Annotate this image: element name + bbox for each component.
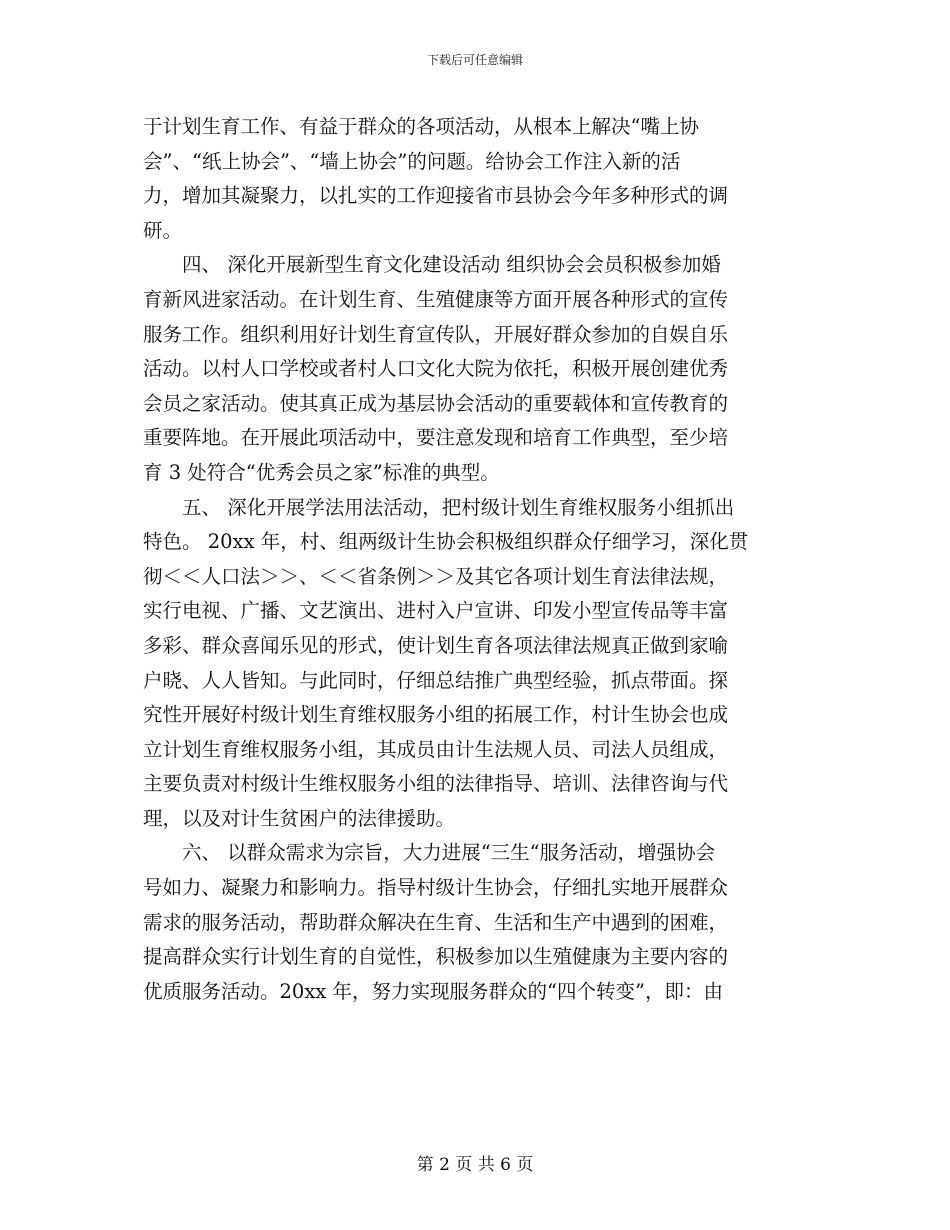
page-header: 下载后可任意编辑 [426, 53, 523, 67]
body-line: 五、 深化开展学法用法活动，把村级计划生育维权服务小组抓出 [143, 495, 735, 519]
body-line: 六、 以群众需求为宗旨，大力进展“三生“服务活动，增强协会 [143, 841, 716, 865]
body-line: 力，增加其凝聚力，以扎实的工作迎接省市县协会今年多种形式的调 [143, 184, 729, 208]
body-line: 户晓、人人皆知。与此同时，仔细总结推广典型经验，抓点带面。探 [143, 668, 729, 692]
document-body [143, 110, 813, 1009]
body-line: 立计划生育维权服务小组，其成员由计生法规人员、司法人员组成， [143, 737, 729, 761]
body-line: 究性开展好村级计划生育维权服务小组的拓展工作，村计生协会也成 [143, 703, 729, 727]
body-line: 服务工作。组织利用好计划生育宣传队，开展好群众参加的自娱自乐 [143, 322, 729, 346]
body-line: 提高群众实行计划生育的自觉性，积极参加以生殖健康为主要内容的 [143, 945, 729, 969]
page-footer: 第 2 页 共 6 页 [416, 1155, 534, 1175]
body-line: 多彩、群众喜闻乐见的形式，使计划生育各项法律法规真正做到家喻 [143, 633, 729, 657]
body-line: 重要阵地。在开展此项活动中，要注意发现和培育工作典型，至少培 [143, 426, 729, 450]
body-line: 于计划生育工作、有益于群众的各项活动，从根本上解决“嘴上协 [143, 115, 699, 138]
body-line: 理，以及对计生贫困户的法律援助。 [143, 806, 456, 830]
body-line: 育新风进家活动。在计划生育、生殖健康等方面开展各种形式的宣传 [143, 287, 729, 311]
body-line: 会员之家活动。使其真正成为基层协会活动的重要载体和宣传教育的 [143, 391, 729, 415]
body-line: 实行电视、广播、文艺演出、进村入户宣讲、印发小型宣传品等丰富 [143, 599, 729, 623]
body-line: 研。 [143, 218, 183, 242]
body-line: 特色。 20xx 年，村、组两级计生协会积极组织群众仔细学习，深化贯 [143, 530, 749, 554]
body-line: 会”、“纸上协会”、“墙上协会”的问题。给协会工作注入新的活 [143, 149, 681, 173]
body-line: 优质服务活动。20xx 年，努力实现服务群众的“四个转变”，即：由 [143, 979, 723, 1003]
body-line: 育 3 处符合“优秀会员之家”标准的典型。 [143, 460, 500, 484]
body-line: 需求的服务活动，帮助群众解决在生育、生活和生产中遇到的困难， [143, 910, 729, 934]
body-line: 彻＜＜人口法＞＞、＜＜省条例＞＞及其它各项计划生育法律法规， [143, 564, 729, 588]
body-line: 活动。以村人口学校或者村人口文化大院为依托，积极开展创建优秀 [143, 357, 729, 381]
body-line: 号如力、凝聚力和影响力。指导村级计生协会，仔细扎实地开展群众 [143, 876, 729, 900]
body-line: 四、 深化开展新型生育文化建设活动 组织协会会员积极参加婚 [143, 253, 721, 277]
body-line: 主要负责对村级计生维权服务小组的法律指导、培训、法律咨询与代 [143, 772, 729, 796]
